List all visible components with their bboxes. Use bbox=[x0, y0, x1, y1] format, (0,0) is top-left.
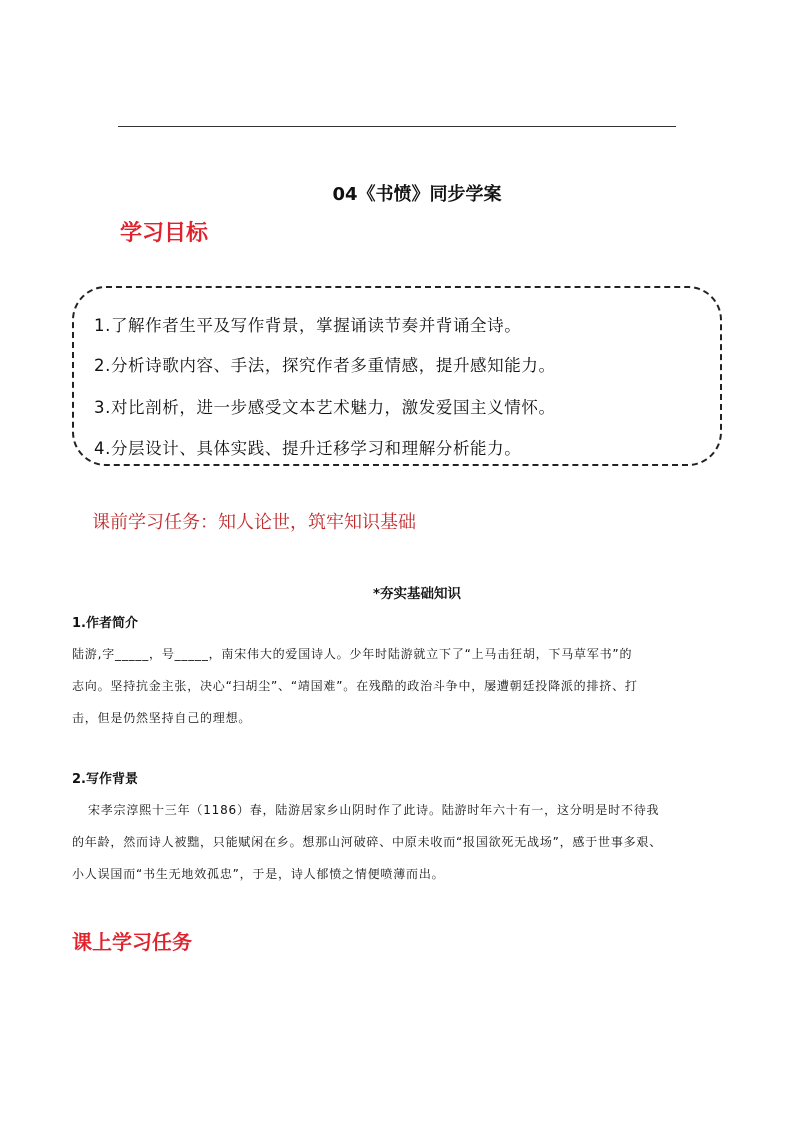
objective-item: 1.了解作者生平及写作背景，掌握诵读节奏并背诵全诗。 bbox=[94, 316, 522, 335]
background-paragraph bbox=[72, 794, 722, 890]
paragraph-line: 志向。坚持抗金主张，决心“扫胡尘”、“靖国难”。在残酷的政治斗争中，屡遭朝廷投降派的排挤、打 bbox=[72, 679, 638, 693]
header-rule bbox=[118, 126, 676, 127]
paragraph-line: 宋孝宗淳熙十三年（1186）春，陆游居家乡山阴时作了此诗。陆游时年六十有一，这分明是时不待我 bbox=[88, 803, 660, 817]
author-intro-heading: 1.作者简介 bbox=[72, 616, 138, 631]
paragraph-line: 陆游,字_____，号_____，南宋伟大的爱国诗人。少年时陆游就立下了“上马击狂胡，下马草军书”的 bbox=[72, 647, 633, 661]
background-heading: 2.写作背景 bbox=[72, 772, 138, 787]
objective-item: 2.分析诗歌内容、手法，探究作者多重情感，提升感知能力。 bbox=[94, 356, 556, 375]
paragraph-line: 的年龄，然而诗人被黜，只能赋闲在乡。想那山河破碎、中原未收而“报国欲死无战场”，感于世事多艰、 bbox=[72, 835, 663, 849]
objectives-heading: 学习目标 bbox=[120, 221, 209, 246]
objective-item: 4.分层设计、具体实践、提升迁移学习和理解分析能力。 bbox=[94, 439, 522, 458]
subsection-heading: *夯实基础知识 bbox=[372, 586, 462, 602]
objectives-box bbox=[72, 286, 722, 466]
document-title: 04《书愤》同步学案 bbox=[332, 184, 502, 205]
paragraph-line: 小人误国而“书生无地效孤忠”，于是，诗人郁愤之情便喷薄而出。 bbox=[72, 867, 445, 881]
in-class-heading: 课上学习任务 bbox=[72, 930, 192, 954]
paragraph-line: 击，但是仍然坚持自己的理想。 bbox=[72, 711, 252, 725]
objective-item: 3.对比剖析，进一步感受文本艺术魅力，激发爱国主义情怀。 bbox=[94, 398, 556, 417]
author-intro-paragraph bbox=[72, 638, 722, 734]
pre-class-task-heading: 课前学习任务：知人论世，筑牢知识基础 bbox=[92, 512, 416, 533]
